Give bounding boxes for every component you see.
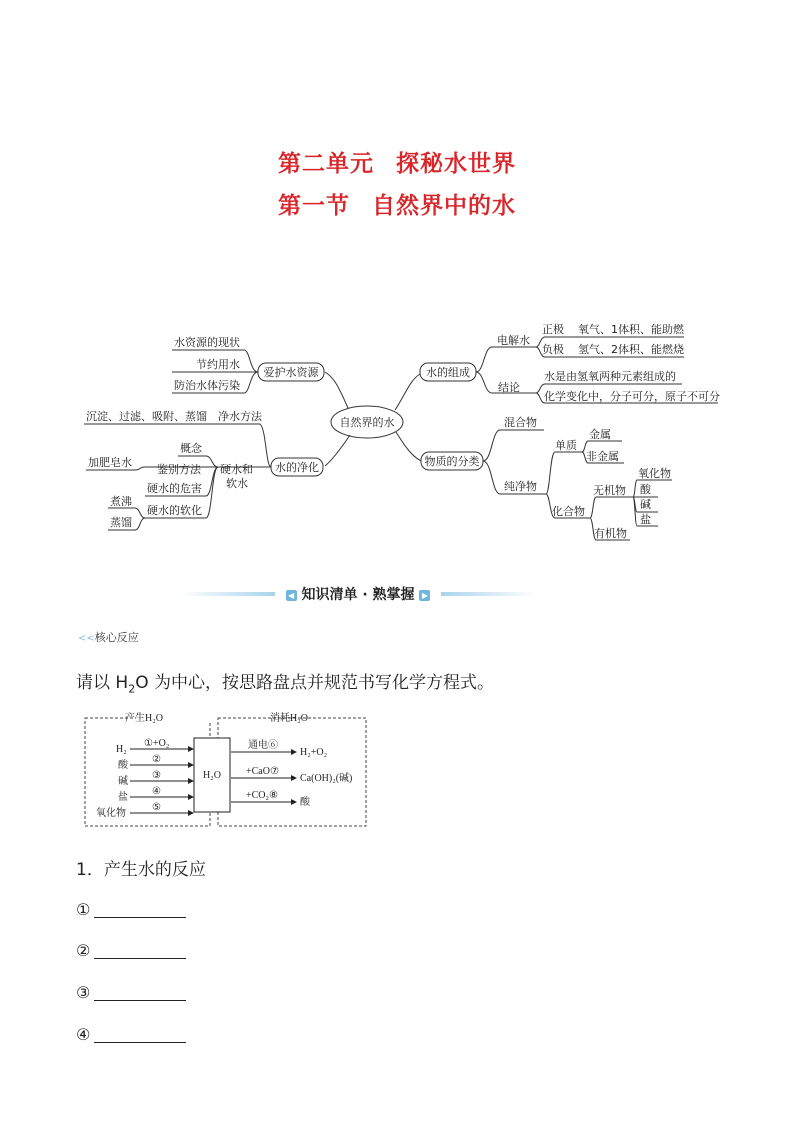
svg-text:硬水和: 硬水和 [220,463,253,476]
unit-title [0,145,794,178]
svg-text:加肥皂水: 加肥皂水 [88,456,132,469]
input-reactant: 盐 [118,792,128,803]
mind-map [0,300,794,560]
section-tag [78,629,139,645]
svg-text:水资源的现状: 水资源的现状 [174,336,240,349]
chevron-left-icon: << [78,633,95,644]
blank-line[interactable] [94,1000,186,1001]
banner-left-arrow-icon: ◀ [286,590,297,601]
section-title-name: 自然界中的水 [372,193,516,219]
input-reactant: H₂ [116,744,127,755]
input-tag: ⑤ [152,802,161,813]
subsection-heading: 1．产生水的反应 [76,860,206,880]
svg-text:沉淀、过滤、吸附、蒸馏: 沉淀、过滤、吸附、蒸馏 [86,410,207,423]
input-tag: ④ [152,786,161,797]
svg-text:金属: 金属 [589,428,611,441]
banner-text: 知识清单 · 熟掌握 [301,587,415,603]
consume-box [218,718,366,826]
svg-text:水是由氢氧两种元素组成的: 水是由氢氧两种元素组成的 [544,370,676,383]
h2o-flow-diagram [84,708,374,830]
answer-blank-2[interactable]: ② [76,941,186,960]
svg-text:硬水的危害: 硬水的危害 [147,482,202,495]
svg-text:酸: 酸 [640,483,651,496]
input-reactant: 氧化物 [96,808,126,819]
svg-text:单质: 单质 [555,439,577,452]
svg-text:纯净物: 纯净物 [504,480,537,493]
svg-text:正极: 正极 [542,323,564,336]
input-tag: ② [152,754,161,765]
section-title-number: 第一节 [278,193,350,219]
svg-text:碱: 碱 [640,498,651,511]
svg-text:概念: 概念 [180,442,202,455]
branch-protect [325,372,348,408]
unit-title-number: 第二单元 [278,151,374,177]
h2o-center-label: H₂O [203,770,221,781]
svg-text:节约用水: 节约用水 [196,358,240,371]
svg-text:防治水体污染: 防治水体污染 [174,379,240,392]
svg-text:水的净化: 水的净化 [275,461,319,474]
produce-title: 产生H₂O [125,713,163,724]
svg-text:鉴别方法: 鉴别方法 [157,463,201,476]
svg-text:混合物: 混合物 [504,416,537,429]
svg-text:氧化物: 氧化物 [638,467,671,480]
svg-text:水的组成: 水的组成 [426,366,470,379]
branch-purify [325,435,350,466]
mind-map-center-label: 自然界的水 [339,416,395,429]
svg-text:蒸馏: 蒸馏 [110,516,132,529]
answer-blank-3[interactable]: ③ [76,983,186,1002]
svg-text:结论: 结论 [498,381,520,394]
output-product: Ca(OH)₂(碱) [300,773,353,784]
section-tag-label: 核心反应 [94,631,139,644]
output-tag: +CaO⑦ [246,766,279,777]
blank-line[interactable] [94,958,186,959]
blank-line[interactable] [94,917,186,918]
svg-text:软水: 软水 [226,477,248,490]
svg-text:煮沸: 煮沸 [110,495,132,508]
answer-blank-4[interactable]: ④ [76,1025,186,1044]
section-title [0,187,794,220]
svg-text:氧气、1体积、能助燃: 氧气、1体积、能助燃 [578,323,684,336]
branch-classification [396,432,421,461]
output-product: H₂+O₂ [300,747,328,758]
svg-text:无机物: 无机物 [593,484,626,497]
knowledge-banner [180,584,536,604]
svg-text:非金属: 非金属 [586,450,619,463]
input-reactant: 酸 [118,760,128,771]
svg-text:氢气、2体积、能燃烧: 氢气、2体积、能燃烧 [578,343,684,356]
input-reactant: 碱 [118,776,128,787]
branch-composition [395,374,420,410]
svg-text:净水方法: 净水方法 [218,410,262,423]
input-tag: ③ [152,770,161,781]
svg-text:爱护水资源: 爱护水资源 [263,366,319,379]
svg-text:化学变化中，分子可分，原子不可分: 化学变化中，分子可分，原子不可分 [544,390,720,403]
unit-title-name: 探秘水世界 [396,151,516,177]
svg-text:电解水: 电解水 [497,334,530,347]
svg-text:盐: 盐 [640,513,651,526]
output-product: 酸 [300,797,310,808]
prompt-text: 请以 $H_2O$ 为中心，按思路盘点并规范书写化学方程式。 [76,673,494,696]
svg-text:化合物: 化合物 [552,505,585,518]
blank-line[interactable] [94,1042,186,1043]
banner-right-arrow-icon: ▶ [419,590,430,601]
svg-text:硬水的软化: 硬水的软化 [147,504,202,517]
output-tag: 通电⑥ [248,740,278,751]
consume-title: 消耗H₂O [270,713,308,724]
svg-text:物质的分类: 物质的分类 [424,455,480,468]
answer-blank-1[interactable]: ① [76,900,186,919]
output-tag: +CO₂⑧ [246,790,278,801]
svg-text:负极: 负极 [542,343,564,356]
svg-text:有机物: 有机物 [594,527,627,540]
input-tag: ①+O₂ [144,738,170,749]
